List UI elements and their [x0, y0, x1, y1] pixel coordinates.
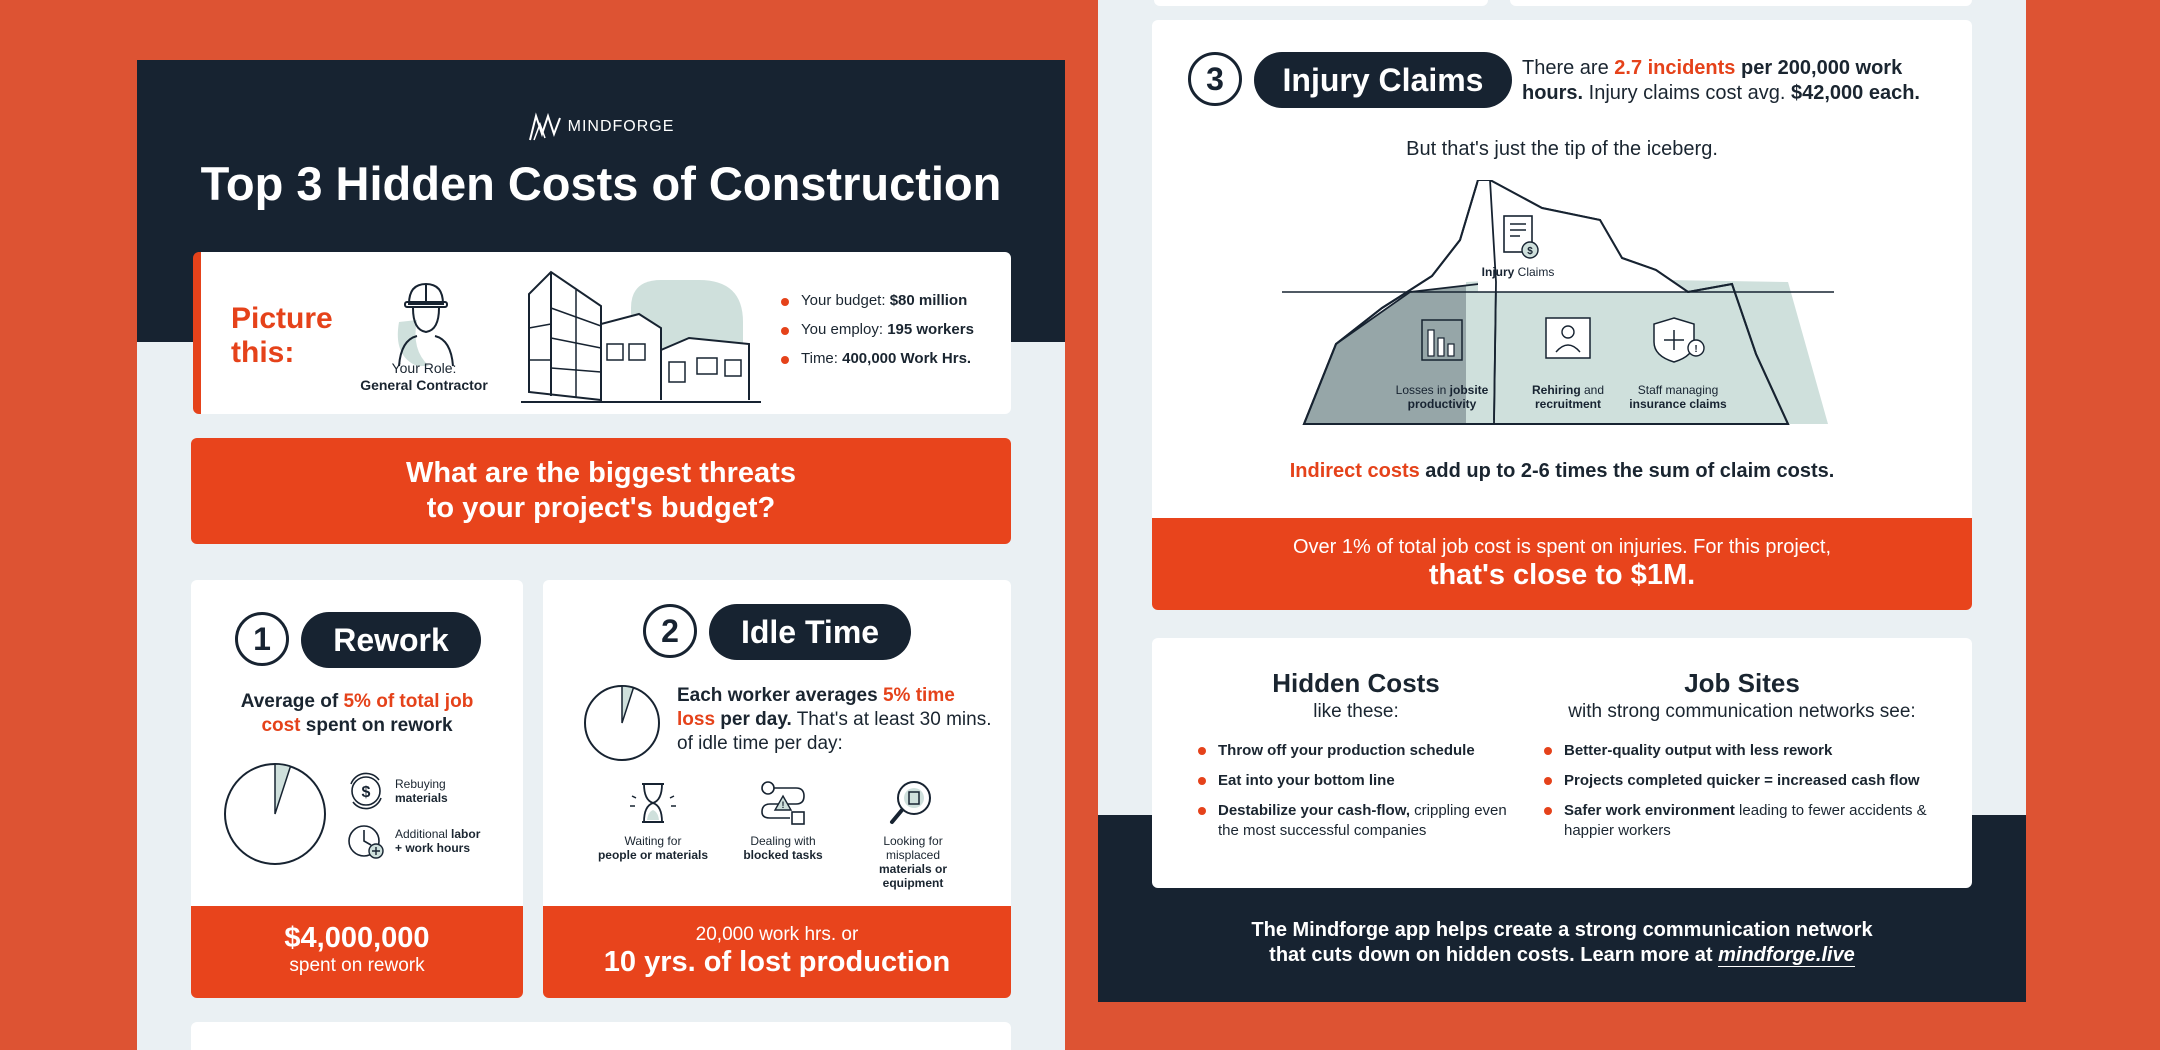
fact-employees: You employ: 195 workers [781, 321, 974, 338]
injury-footer: Over 1% of total job cost is spent on injuries. For this project, that's close to $1M. [1152, 518, 1972, 610]
comparison-card [1152, 638, 1972, 888]
mindforge-link[interactable]: mindforge.live [1718, 944, 1855, 966]
idle-cause-blocked: ! Dealing with blocked tasks [723, 776, 843, 890]
iceberg-diagram [1282, 180, 1842, 450]
iceberg-item-productivity: Losses in jobsite productivity [1395, 383, 1489, 411]
svg-text:!: ! [781, 800, 785, 810]
svg-text:$: $ [1527, 246, 1533, 257]
svg-text:$: $ [361, 784, 371, 801]
fact-time: Time: 400,000 Work Hrs. [781, 350, 974, 367]
rehiring-icon [1546, 318, 1590, 358]
call-to-action: The Mindforge app helps create a strong communication network that cuts down on hidden costs. Learn more at mindforge.live [1251, 919, 1873, 966]
list-item: Throw off your production schedule [1196, 741, 1516, 761]
indirect-costs-note: Indirect costs add up to 2-6 times the sum of claim costs. [1289, 460, 1835, 482]
hidden-costs-subtitle: like these: [1313, 701, 1399, 722]
list-item: Projects completed quicker = increased cash flow [1542, 771, 1942, 791]
rework-number: 1 [235, 612, 289, 666]
threats-banner: What are the biggest threats to your project's budget? [191, 438, 1011, 544]
additional-labor-item: Additional labor + work hours [345, 820, 480, 862]
list-item: Better-quality output with less rework [1542, 741, 1942, 761]
idle-cause-waiting: Waiting for people or materials [593, 776, 713, 890]
idle-cause-searching: Looking for misplaced materials or equipment [853, 776, 973, 890]
injury-claims-card [1152, 20, 1972, 610]
rework-footer: $4,000,000 spent on rework [191, 906, 523, 998]
list-item: Eat into your bottom line [1196, 771, 1516, 791]
job-sites-column [1542, 668, 1942, 851]
building-illustration [521, 268, 761, 404]
mindforge-logo-icon [528, 112, 562, 142]
role: Your Role: General Contractor [360, 360, 488, 393]
job-sites-list [1542, 741, 1942, 841]
picture-label: Picture this: [231, 302, 333, 369]
hidden-costs-list [1196, 741, 1516, 841]
job-sites-title: Job Sites [1684, 668, 1800, 698]
next-card-partial [191, 1022, 1011, 1050]
rework-description: Average of 5% of total job cost spent on rework [240, 691, 474, 736]
brand-logo [137, 112, 1065, 142]
iceberg-top-label: Injury Claims [1481, 265, 1555, 279]
rework-pie-chart [223, 762, 327, 866]
list-item: Destabilize your cash-flow, crippling even the most successful companies [1196, 801, 1516, 841]
brand-name: MINDFORGE [567, 118, 675, 135]
right-infographic-panel [1098, 0, 2026, 1002]
contractor-icon [381, 270, 471, 370]
picture-this-card [193, 252, 1011, 414]
injury-number: 3 [1188, 52, 1242, 106]
project-facts [781, 292, 974, 379]
rework-card [191, 580, 523, 998]
iceberg-item-insurance: Staff managing insurance claims [1629, 383, 1727, 411]
injury-description: There are 2.7 incidents per 200,000 work hours. Injury claims cost avg. $42,000 each. [1522, 57, 1920, 104]
idle-title: Idle Time [709, 604, 911, 660]
hidden-costs-column [1196, 668, 1516, 851]
blocked-tasks-icon [756, 776, 810, 830]
left-infographic-panel [137, 60, 1065, 1050]
previous-card-edge-right [1510, 0, 1972, 6]
page-title: Top 3 Hidden Costs of Construction [200, 157, 1002, 210]
hidden-costs-title: Hidden Costs [1272, 668, 1440, 698]
rebuying-materials-item: $ Rebuying materials [345, 770, 448, 812]
hourglass-icon [626, 776, 680, 830]
injury-title: Injury Claims [1254, 52, 1512, 108]
clock-plus-icon [345, 820, 387, 862]
magnifier-icon [886, 776, 940, 830]
rework-title: Rework [301, 612, 481, 668]
idle-footer: 20,000 work hrs. or 10 yrs. of lost production [543, 906, 1011, 998]
idle-description: Each worker averages 5% time loss per day. That's at least 30 mins. of idle time per day: [677, 685, 992, 754]
idle-time-card [543, 580, 1011, 998]
svg-text:!: ! [1694, 344, 1698, 355]
dollar-cycle-icon [345, 770, 387, 812]
iceberg-caption: But that's just the tip of the iceberg. [1406, 138, 1718, 160]
idle-number: 2 [643, 604, 697, 658]
fact-budget: Your budget: $80 million [781, 292, 974, 309]
previous-card-edge-left [1154, 0, 1488, 6]
idle-causes [593, 776, 973, 890]
idle-pie-chart [583, 684, 661, 762]
job-sites-subtitle: with strong communication networks see: [1568, 701, 1916, 722]
iceberg-item-rehiring: Rehiring and recruitment [1531, 383, 1605, 411]
list-item: Safer work environment leading to fewer accidents & happier workers [1542, 801, 1942, 841]
